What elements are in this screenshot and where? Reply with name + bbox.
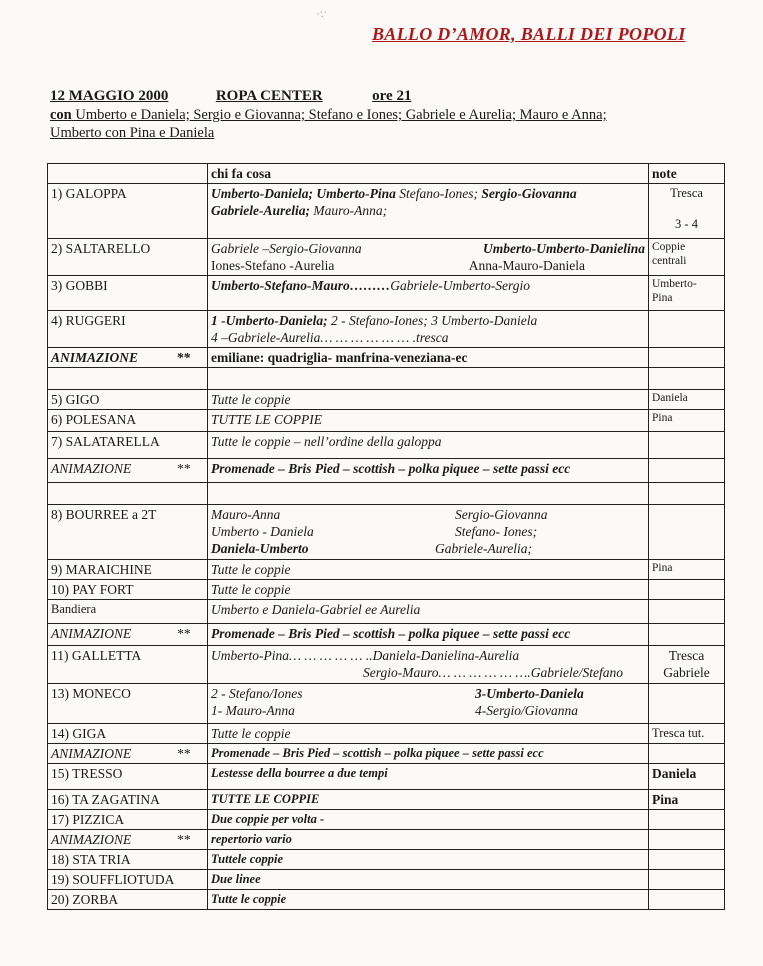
- note-cell: [649, 850, 725, 870]
- who-text: 1 -Umberto-Daniela;: [211, 313, 328, 328]
- table-row: [48, 790, 725, 810]
- dance-name: 5) GIGO: [48, 390, 208, 410]
- who-text: Umberto-Pina… … … … … ..Daniela-Danielina-Aurelia: [211, 648, 520, 663]
- note-cell: Pina: [649, 560, 725, 580]
- who-cell: [208, 184, 649, 239]
- stars: **: [176, 626, 190, 641]
- note-cell: [649, 505, 725, 560]
- note-cell: [649, 276, 725, 311]
- note-cell: [649, 348, 725, 368]
- table-row: [48, 410, 725, 432]
- who-text: 2 - Stefano-Iones; 3 Umberto-Daniela: [327, 313, 538, 328]
- who-text: 4 –Gabriele-Aurelia… … … … … … .tresca: [211, 330, 449, 345]
- table-row: [48, 390, 725, 410]
- corner-mark: ·:·: [314, 4, 329, 22]
- note-cell: [649, 646, 725, 684]
- note-cell: [649, 239, 725, 276]
- stars: **: [176, 746, 190, 761]
- note-cell: [649, 459, 725, 483]
- table-row: [48, 239, 725, 276]
- who-text: Sergio-Giovanna: [481, 186, 577, 201]
- dance-name: Bandiera: [48, 600, 208, 624]
- note-cell: Daniela: [649, 764, 725, 790]
- table-row: [48, 348, 725, 368]
- who-cell: Tutte le coppie: [208, 724, 649, 744]
- who-cell: Promenade – Bris Pied – scottish – polka piquee – sette passi ecc: [208, 744, 649, 764]
- dance-name: 7) SALATARELLA: [48, 432, 208, 459]
- dance-name: 8) BOURREE a 2T: [48, 505, 208, 560]
- dance-name: 16) TA ZAGATINA: [48, 790, 208, 810]
- table-row: [48, 764, 725, 790]
- dance-name: [48, 459, 208, 483]
- who-text: Umberto - Daniela: [211, 524, 314, 539]
- who-cell: Promenade – Bris Pied – scottish – polka piquee – sette passi ecc: [208, 459, 649, 483]
- who-cell: [208, 684, 649, 724]
- couples-line-2: Umberto con Pina e Daniela: [50, 125, 215, 141]
- event-line: [50, 88, 411, 105]
- table-row: [48, 744, 725, 764]
- who-text: Mauro-Anna: [211, 507, 281, 522]
- who-cell: Lestesse della bourree a due tempi: [208, 764, 649, 790]
- who-cell: Tutte le coppie: [208, 580, 649, 600]
- who-text: Gabriele-Aurelia;: [211, 203, 310, 218]
- note-text: Gabriele: [663, 665, 710, 680]
- dance-name: [48, 830, 208, 850]
- note-cell: [649, 184, 725, 239]
- who-text: Umberto-Daniela; Umberto-Pina: [211, 186, 396, 201]
- note-text: Tresca: [670, 186, 703, 200]
- empty-row: [48, 483, 725, 505]
- note-cell: [649, 580, 725, 600]
- who-cell: repertorio vario: [208, 830, 649, 850]
- table-row: [48, 724, 725, 744]
- who-text: Gabriele –Sergio-Giovanna: [211, 241, 362, 256]
- note-cell: [649, 432, 725, 459]
- note-cell: [649, 810, 725, 830]
- note-cell: [649, 870, 725, 890]
- note-text: 3 - 4: [675, 217, 698, 231]
- note-cell: [649, 600, 725, 624]
- couples-text-1: Umberto e Daniela; Sergio e Giovanna; Stefano e Iones; Gabriele e Aurelia; Mauro e Anna;: [75, 107, 607, 123]
- header-who: chi fa cosa: [208, 164, 649, 184]
- program-table: [47, 163, 725, 910]
- note-cell: [649, 830, 725, 850]
- note-cell: [649, 684, 725, 724]
- table-row: [48, 432, 725, 459]
- table-row: [48, 276, 725, 311]
- table-row: [48, 184, 725, 239]
- table-row: [48, 600, 725, 624]
- who-cell: Promenade – Bris Pied – scottish – polka piquee – sette passi ecc: [208, 624, 649, 646]
- note-cell: Daniela: [649, 390, 725, 410]
- dance-name: 3) GOBBI: [48, 276, 208, 311]
- who-text: Stefano- Iones;: [455, 524, 538, 539]
- animation-label: ANIMAZIONE: [51, 350, 139, 365]
- table-header-row: [48, 164, 725, 184]
- note-cell: [649, 311, 725, 348]
- dance-name: 11) GALLETTA: [48, 646, 208, 684]
- who-cell: [208, 505, 649, 560]
- dance-name: [48, 624, 208, 646]
- table-row: [48, 870, 725, 890]
- dance-name: 6) POLESANA: [48, 410, 208, 432]
- stars: **: [176, 461, 190, 476]
- dance-name: 20) ZORBA: [48, 890, 208, 910]
- note-cell: [649, 624, 725, 646]
- dance-name: [48, 348, 208, 368]
- dance-name: 17) PIZZICA: [48, 810, 208, 830]
- dance-name: 10) PAY FORT: [48, 580, 208, 600]
- note-text: Tresca: [668, 648, 705, 663]
- page-title: BALLO D’AMOR, BALLI DEI POPOLI: [372, 24, 686, 44]
- who-cell: Tutte le coppie: [208, 890, 649, 910]
- who-text: 4-Sergio/Giovanna: [475, 703, 578, 718]
- note-text: Pina: [652, 292, 673, 304]
- who-text: Umberto-Stefano-Mauro………: [211, 278, 391, 293]
- who-text: Mauro-Anna;: [310, 203, 388, 218]
- who-cell: Due coppie per volta -: [208, 810, 649, 830]
- who-cell: [208, 646, 649, 684]
- header-empty-cell: [48, 164, 208, 184]
- who-cell: Tutte le coppie: [208, 390, 649, 410]
- table-row: [48, 646, 725, 684]
- who-text: Gabriele-Aurelia;: [435, 541, 532, 556]
- who-text: 3-Umberto-Daniela: [475, 686, 584, 701]
- who-cell: Due linee: [208, 870, 649, 890]
- who-cell: Umberto e Daniela-Gabriel ee Aurelia: [208, 600, 649, 624]
- note-cell: Pina: [649, 410, 725, 432]
- table-row: [48, 830, 725, 850]
- event-place: ROPA CENTER: [215, 88, 323, 104]
- table-row: [48, 684, 725, 724]
- who-cell: [208, 311, 649, 348]
- who-cell: Tutte le coppie: [208, 560, 649, 580]
- animation-label: ANIMAZIONE: [51, 626, 132, 641]
- dance-name: 2) SALTARELLO: [48, 239, 208, 276]
- note-cell: Tresca tut.: [649, 724, 725, 744]
- who-cell: emiliane: quadriglia- manfrina-veneziana-ec: [208, 348, 649, 368]
- table-row: [48, 459, 725, 483]
- table-row: [48, 850, 725, 870]
- who-text: 2 - Stefano/Iones: [211, 686, 303, 701]
- stars: **: [176, 832, 190, 847]
- who-cell: Tuttele coppie: [208, 850, 649, 870]
- dance-name: [48, 744, 208, 764]
- table-row: [48, 810, 725, 830]
- who-cell: [208, 239, 649, 276]
- event-time: ore 21: [372, 88, 412, 104]
- who-cell: Tutte le coppie – nell’ordine della galoppa: [208, 432, 649, 459]
- note-cell: [649, 890, 725, 910]
- animation-label: ANIMAZIONE: [51, 746, 132, 761]
- who-text: 1- Mauro-Anna: [211, 703, 295, 718]
- dance-name: 4) RUGGERI: [48, 311, 208, 348]
- table-row: [48, 311, 725, 348]
- animation-label: ANIMAZIONE: [51, 461, 132, 476]
- couples-line-1: [50, 107, 607, 124]
- dance-name: 9) MARAICHINE: [48, 560, 208, 580]
- dance-name: 1) GALOPPA: [48, 184, 208, 239]
- who-cell: [208, 276, 649, 311]
- note-text: centrali: [652, 255, 687, 267]
- table-row: [48, 560, 725, 580]
- dance-name: 14) GIGA: [48, 724, 208, 744]
- table-row: [48, 624, 725, 646]
- table-row: [48, 505, 725, 560]
- who-text: Stefano-Iones;: [395, 186, 482, 201]
- stars: **: [176, 350, 190, 365]
- dance-name: 13) MONECO: [48, 684, 208, 724]
- note-text: Umberto-: [652, 278, 697, 290]
- event-date: 12 MAGGIO 2000: [50, 88, 169, 104]
- note-text: Coppie: [652, 241, 686, 253]
- who-text: Umberto-Umberto-Danielina: [483, 241, 645, 256]
- con-label: con: [50, 107, 72, 123]
- who-cell: TUTTE LE COPPIE: [208, 410, 649, 432]
- dance-name: 18) STA TRIA: [48, 850, 208, 870]
- note-cell: [649, 744, 725, 764]
- table-row: [48, 580, 725, 600]
- who-text: Anna-Mauro-Daniela: [468, 258, 585, 273]
- animation-label: ANIMAZIONE: [51, 832, 132, 847]
- who-text: Sergio-Mauro… … … … … ….Gabriele/Stefano: [363, 665, 623, 680]
- who-text: Gabriele-Umberto-Sergio: [390, 278, 530, 293]
- empty-row: [48, 368, 725, 390]
- who-text: Daniela-Umberto: [211, 541, 309, 556]
- table-row: [48, 890, 725, 910]
- note-cell: Pina: [649, 790, 725, 810]
- dance-name: 19) SOUFFLIOTUDA: [48, 870, 208, 890]
- header-notes: note: [649, 164, 725, 184]
- who-text: Iones-Stefano -Aurelia: [211, 258, 335, 273]
- who-text: Sergio-Giovanna: [455, 507, 548, 522]
- dance-name: 15) TRESSO: [48, 764, 208, 790]
- who-cell: TUTTE LE COPPIE: [208, 790, 649, 810]
